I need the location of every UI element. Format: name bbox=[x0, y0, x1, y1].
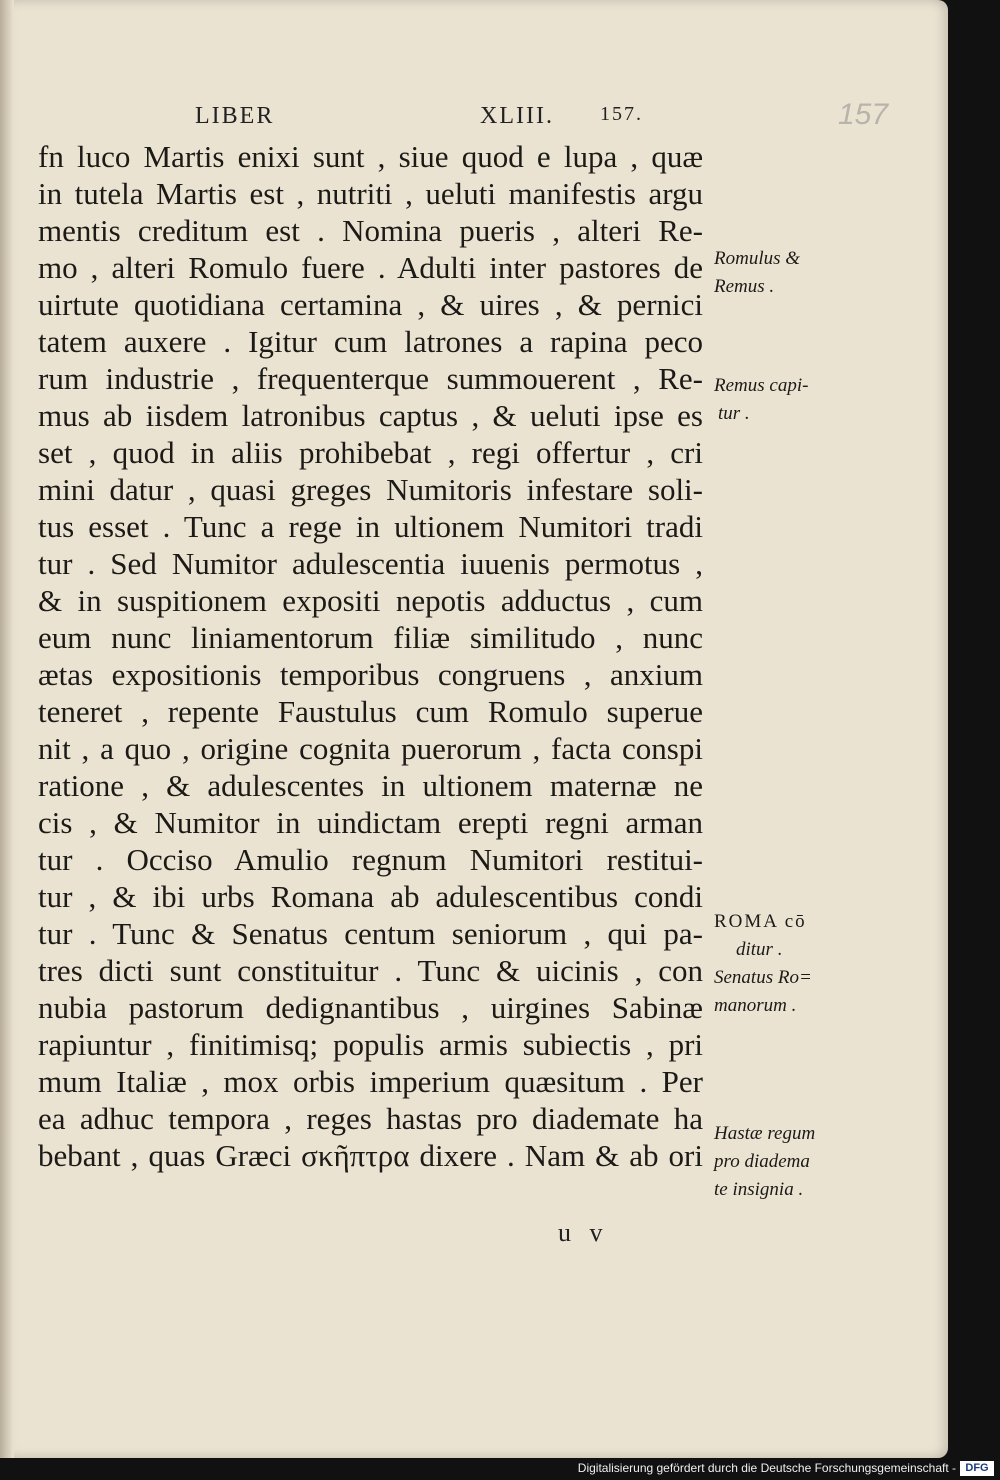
text-line: mentis creditum est . Nomina pueris , alteri Re- bbox=[38, 213, 703, 248]
marginal-note-line: manorum . bbox=[714, 995, 797, 1016]
text-line: rapiuntur , finitimisq; populis armis subiectis , pri bbox=[38, 1027, 703, 1062]
text-line: mo , alteri Romulo fuere . Adulti inter pastores de bbox=[38, 250, 703, 285]
marginal-note-line: tur . bbox=[718, 403, 750, 424]
text-line: ratione , & adulescentes in ultionem maternæ ne bbox=[38, 768, 703, 803]
marginal-note-line: ditur . bbox=[736, 939, 783, 960]
text-line: ætas expositionis temporibus congruens , anxium bbox=[38, 657, 703, 692]
marginal-note-line: Senatus Ro= bbox=[714, 967, 812, 988]
text-line: mini datur , quasi greges Numitoris infestare soli- bbox=[38, 472, 703, 507]
marginal-note-line: pro diadema bbox=[714, 1151, 810, 1172]
text-line: mus ab iisdem latronibus captus , & ueluti ipse es bbox=[38, 398, 703, 433]
marginal-note-roma-conditur bbox=[714, 908, 844, 1020]
text-line: nubia pastorum dedignantibus , uirgines Sabinæ bbox=[38, 990, 703, 1025]
marginal-note-line: Remus capi- bbox=[714, 375, 809, 396]
marginal-note-line: Remus . bbox=[714, 276, 775, 297]
pencil-folio-number: 157 bbox=[838, 98, 889, 131]
marginal-note-hastae-regum bbox=[714, 1120, 844, 1204]
page-gutter bbox=[0, 0, 14, 1458]
text-line: rum industrie , frequenterque summouerent , Re- bbox=[38, 361, 703, 396]
text-line: tur . Sed Numitor adulescentia iuuenis permotus , bbox=[38, 546, 703, 581]
marginal-note-line: ROMA cō bbox=[714, 911, 807, 932]
text-line: tatem auxere . Igitur cum latrones a rapina peco bbox=[38, 324, 703, 359]
body-text bbox=[38, 138, 703, 1174]
text-line: uirtute quotidiana certamina , & uires , & pernici bbox=[38, 287, 703, 322]
text-line: tur . Occiso Amulio regnum Numitori restitui- bbox=[38, 842, 703, 877]
text-line: fn luco Martis enixi sunt , siue quod e lupa , quæ bbox=[38, 139, 703, 174]
marginal-note-remus-capitur bbox=[714, 372, 844, 428]
footer-funding-text: Digitalisierung gefördert durch die Deutsche Forschungsgemeinschaft - bbox=[577, 1461, 956, 1475]
text-line: tur . Tunc & Senatus centum seniorum , qui pa- bbox=[38, 916, 703, 951]
marginal-note-romulus-remus bbox=[714, 245, 844, 301]
text-line: set , quod in aliis prohibebat , regi offertur , cri bbox=[38, 435, 703, 470]
marginal-note-line: Hastæ regum bbox=[714, 1123, 816, 1144]
text-line: mum Italiæ , mox orbis imperium quæsitum . Per bbox=[38, 1064, 703, 1099]
text-line: tus esset . Tunc a rege in ultionem Numitori tradi bbox=[38, 509, 703, 544]
text-line: bebant , quas Græci σκῆπτρα dixere . Nam & ab ori bbox=[38, 1138, 703, 1173]
running-head-book: LIBER bbox=[195, 103, 275, 129]
text-line: ea adhuc tempora , reges hastas pro diademate ha bbox=[38, 1101, 703, 1136]
running-head-chapter: XLIII. bbox=[480, 103, 554, 129]
text-line: in tutela Martis est , nutriti , ueluti manifestis argu bbox=[38, 176, 703, 211]
dfg-logo: DFG bbox=[960, 1461, 994, 1476]
text-line: tur , & ibi urbs Romana ab adulescentibus condi bbox=[38, 879, 703, 914]
text-line: tres dicti sunt constituitur . Tunc & uicinis , con bbox=[38, 953, 703, 988]
catchword: u v bbox=[558, 1218, 609, 1247]
marginal-note-line: Romulus & bbox=[714, 248, 801, 269]
text-line: cis , & Numitor in uindictam erepti regni arman bbox=[38, 805, 703, 840]
marginal-note-line: te insignia . bbox=[714, 1179, 804, 1200]
footer-bar bbox=[0, 1458, 1000, 1480]
text-line: eum nunc liniamentorum filiæ similitudo , nunc bbox=[38, 620, 703, 655]
text-line: teneret , repente Faustulus cum Romulo superue bbox=[38, 694, 703, 729]
text-line: nit , a quo , origine cognita puerorum , facta conspi bbox=[38, 731, 703, 766]
running-head-folio: 157. bbox=[600, 103, 643, 125]
text-line: & in suspitionem expositi nepotis adductus , cum bbox=[38, 583, 703, 618]
